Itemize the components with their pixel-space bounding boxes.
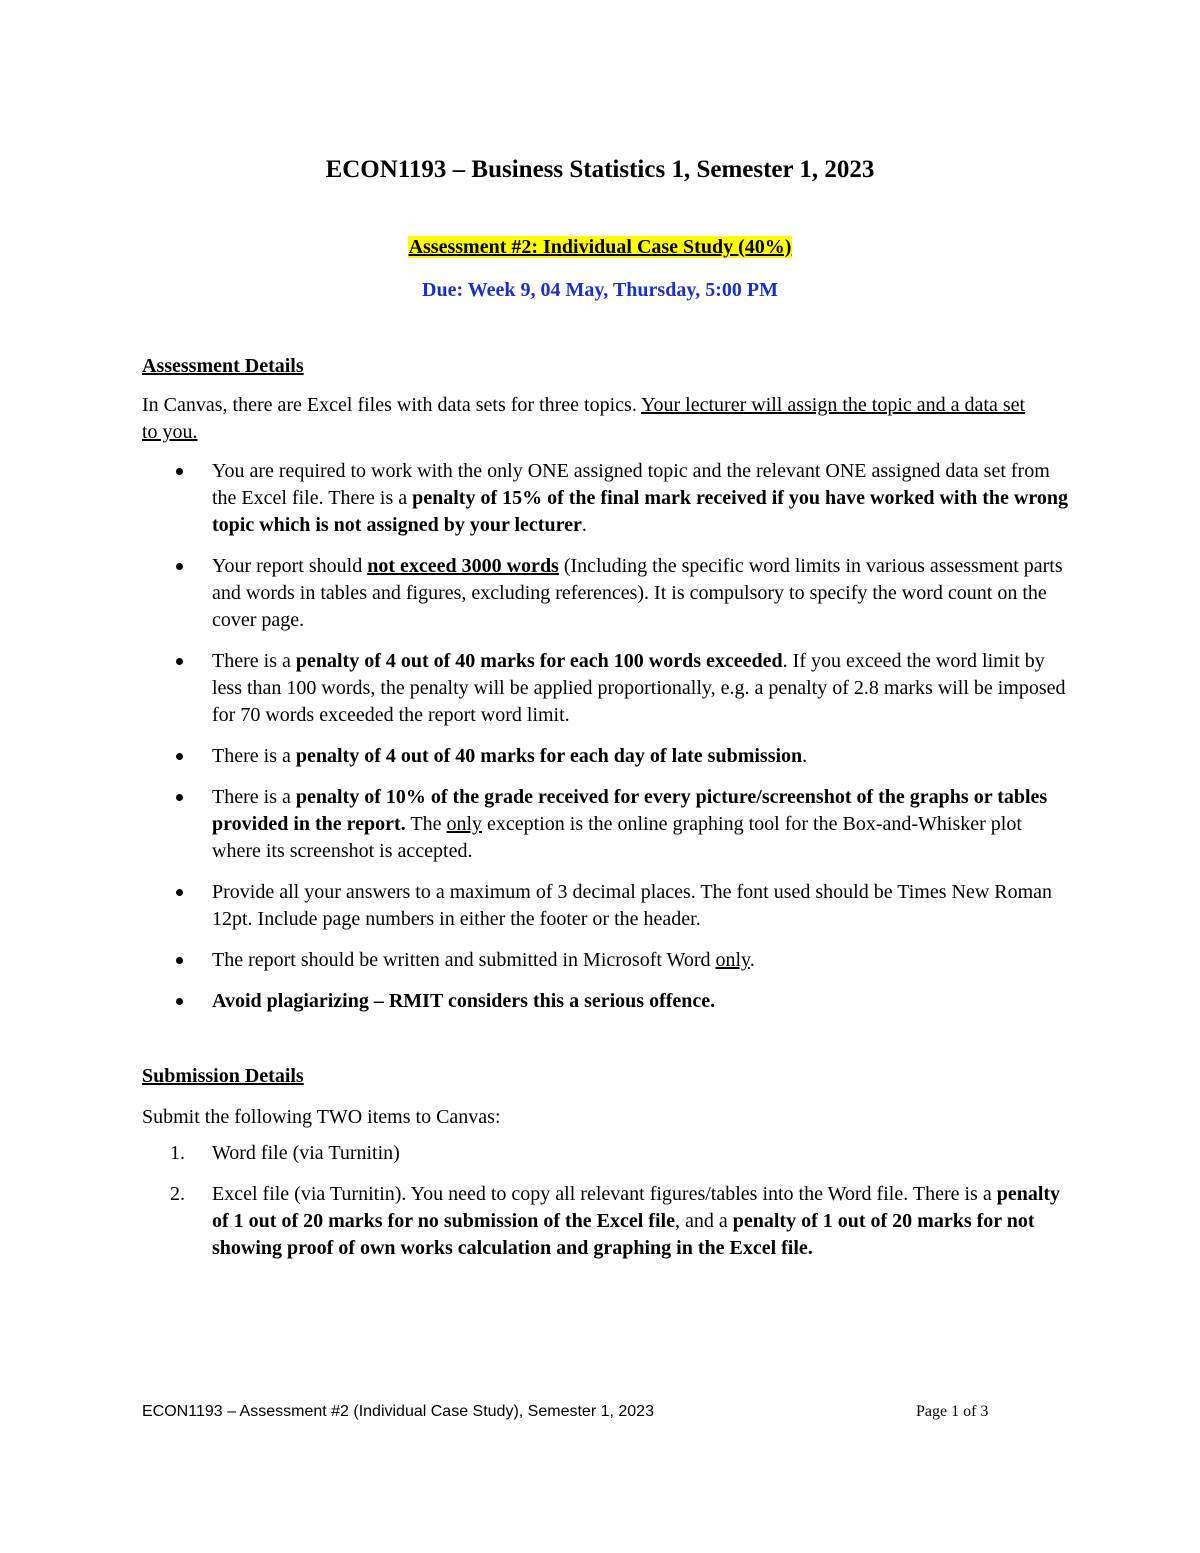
text-run: penalty of 4 out of 40 marks for each 100 words exceeded [295,650,783,672]
text-run: penalty of 4 out of 40 marks for each day of late submission [295,745,803,767]
text-run: Your report should [212,555,368,577]
text-run: only [446,813,483,835]
text-run: exception is the online graphing tool for the Box-and-Whisker plot where its screenshot is accepted. [212,813,1022,862]
bullet-item [142,879,1072,933]
item-number: 2. [170,1183,185,1205]
text-run: The [405,813,447,835]
text-run: The report should be written and submitted in Microsoft Word [212,949,716,971]
bullet-item [142,553,1072,634]
text-run: Provide all your answers to a maximum of 3 decimal places. The font used should be Times New Roman 12pt. Include page numbers in either the footer or the header. [212,881,1053,930]
text-run: Avoid plagiarizing – RMIT considers this a serious offence. [212,990,716,1012]
text-run: You are required to work with the only ONE assigned topic and the relevant ONE assigned data set from the Excel file. There is a [212,460,1050,509]
text-run: There is a [212,650,296,672]
submission-item [142,1140,1072,1167]
text-run: . [802,745,808,767]
text-run: Word file (via Turnitin) [212,1142,400,1164]
text-run: penalty of 10% of the grade received for every picture/screenshot of the graphs or tables provided in the report. [212,786,1048,835]
text-run: . [749,949,755,971]
text-run: (Including the specific word limits in various assessment parts and words in tables and figures, excluding references). It is compulsory to specify the word count on the cover page. [212,555,1063,631]
assessment-title-highlight: Assessment #2: Individual Case Study (40%) [408,236,792,258]
submission-details-intro: Submit the following TWO items to Canvas: [142,1106,501,1128]
text-run: only [715,949,750,971]
text-run: , and a [674,1210,733,1232]
item-number: 1. [170,1142,185,1164]
bullet-dot-icon [176,998,183,1005]
submission-item [142,1181,1072,1262]
bullet-item [142,743,1072,770]
bullet-dot-icon [176,658,183,665]
bullet-item [142,784,1072,865]
submission-details-heading: Submission Details [142,1065,304,1087]
bullet-dot-icon [176,563,183,570]
text-run: Excel file (via Turnitin). You need to copy all relevant figures/tables into the Word file. There is a [212,1183,997,1205]
bullet-item [142,988,1072,1015]
footer-page-number: Page 1 of 3 [916,1403,989,1420]
text-run: . If you exceed the word limit by less than 100 words, the penalty will be applied proportionally, e.g. a penalty of 2.8 marks will be imposed for 70 words exceeded the report word limit. [212,650,1066,726]
bullet-dot-icon [176,794,183,801]
bullet-dot-icon [176,753,183,760]
assessment-details-heading: Assessment Details [142,355,304,377]
bullet-dot-icon [176,468,183,475]
text-run: There is a [212,786,296,808]
bullet-item [142,458,1072,539]
document-title: ECON1193 – Business Statistics 1, Semester 1, 2023 [325,156,875,183]
submission-items-list [142,1140,1072,1276]
footer-document-label: ECON1193 – Assessment #2 (Individual Case Study), Semester 1, 2023 [142,1403,654,1420]
assessment-details-bullet-list [142,458,1072,1029]
assessment-details-intro [142,392,1032,446]
text-run: There is a [212,745,296,767]
bullet-item [142,947,1072,974]
text-run: penalty of 1 out of 20 marks for no submission of the Excel file [212,1183,1061,1232]
bullet-dot-icon [176,957,183,964]
text-run: penalty of 1 out of 20 marks for not showing proof of own works calculation and graphing in the Excel file. [212,1210,1035,1259]
due-date: Due: Week 9, 04 May, Thursday, 5:00 PM [422,279,778,301]
assessment-title [0,236,1200,259]
bullet-item [142,648,1072,729]
intro-text: In Canvas, there are Excel files with data sets for three topics. [142,394,642,416]
text-run: penalty of 15% of the final mark received if you have worked with the wrong topic which is not assigned by your lecturer [212,487,1068,536]
text-run: not exceed 3000 words [367,555,559,577]
bullet-dot-icon [176,889,183,896]
text-run: . [581,514,587,536]
intro-underlined-text: Your lecturer will assign the topic and a data set to you. [142,394,1026,443]
